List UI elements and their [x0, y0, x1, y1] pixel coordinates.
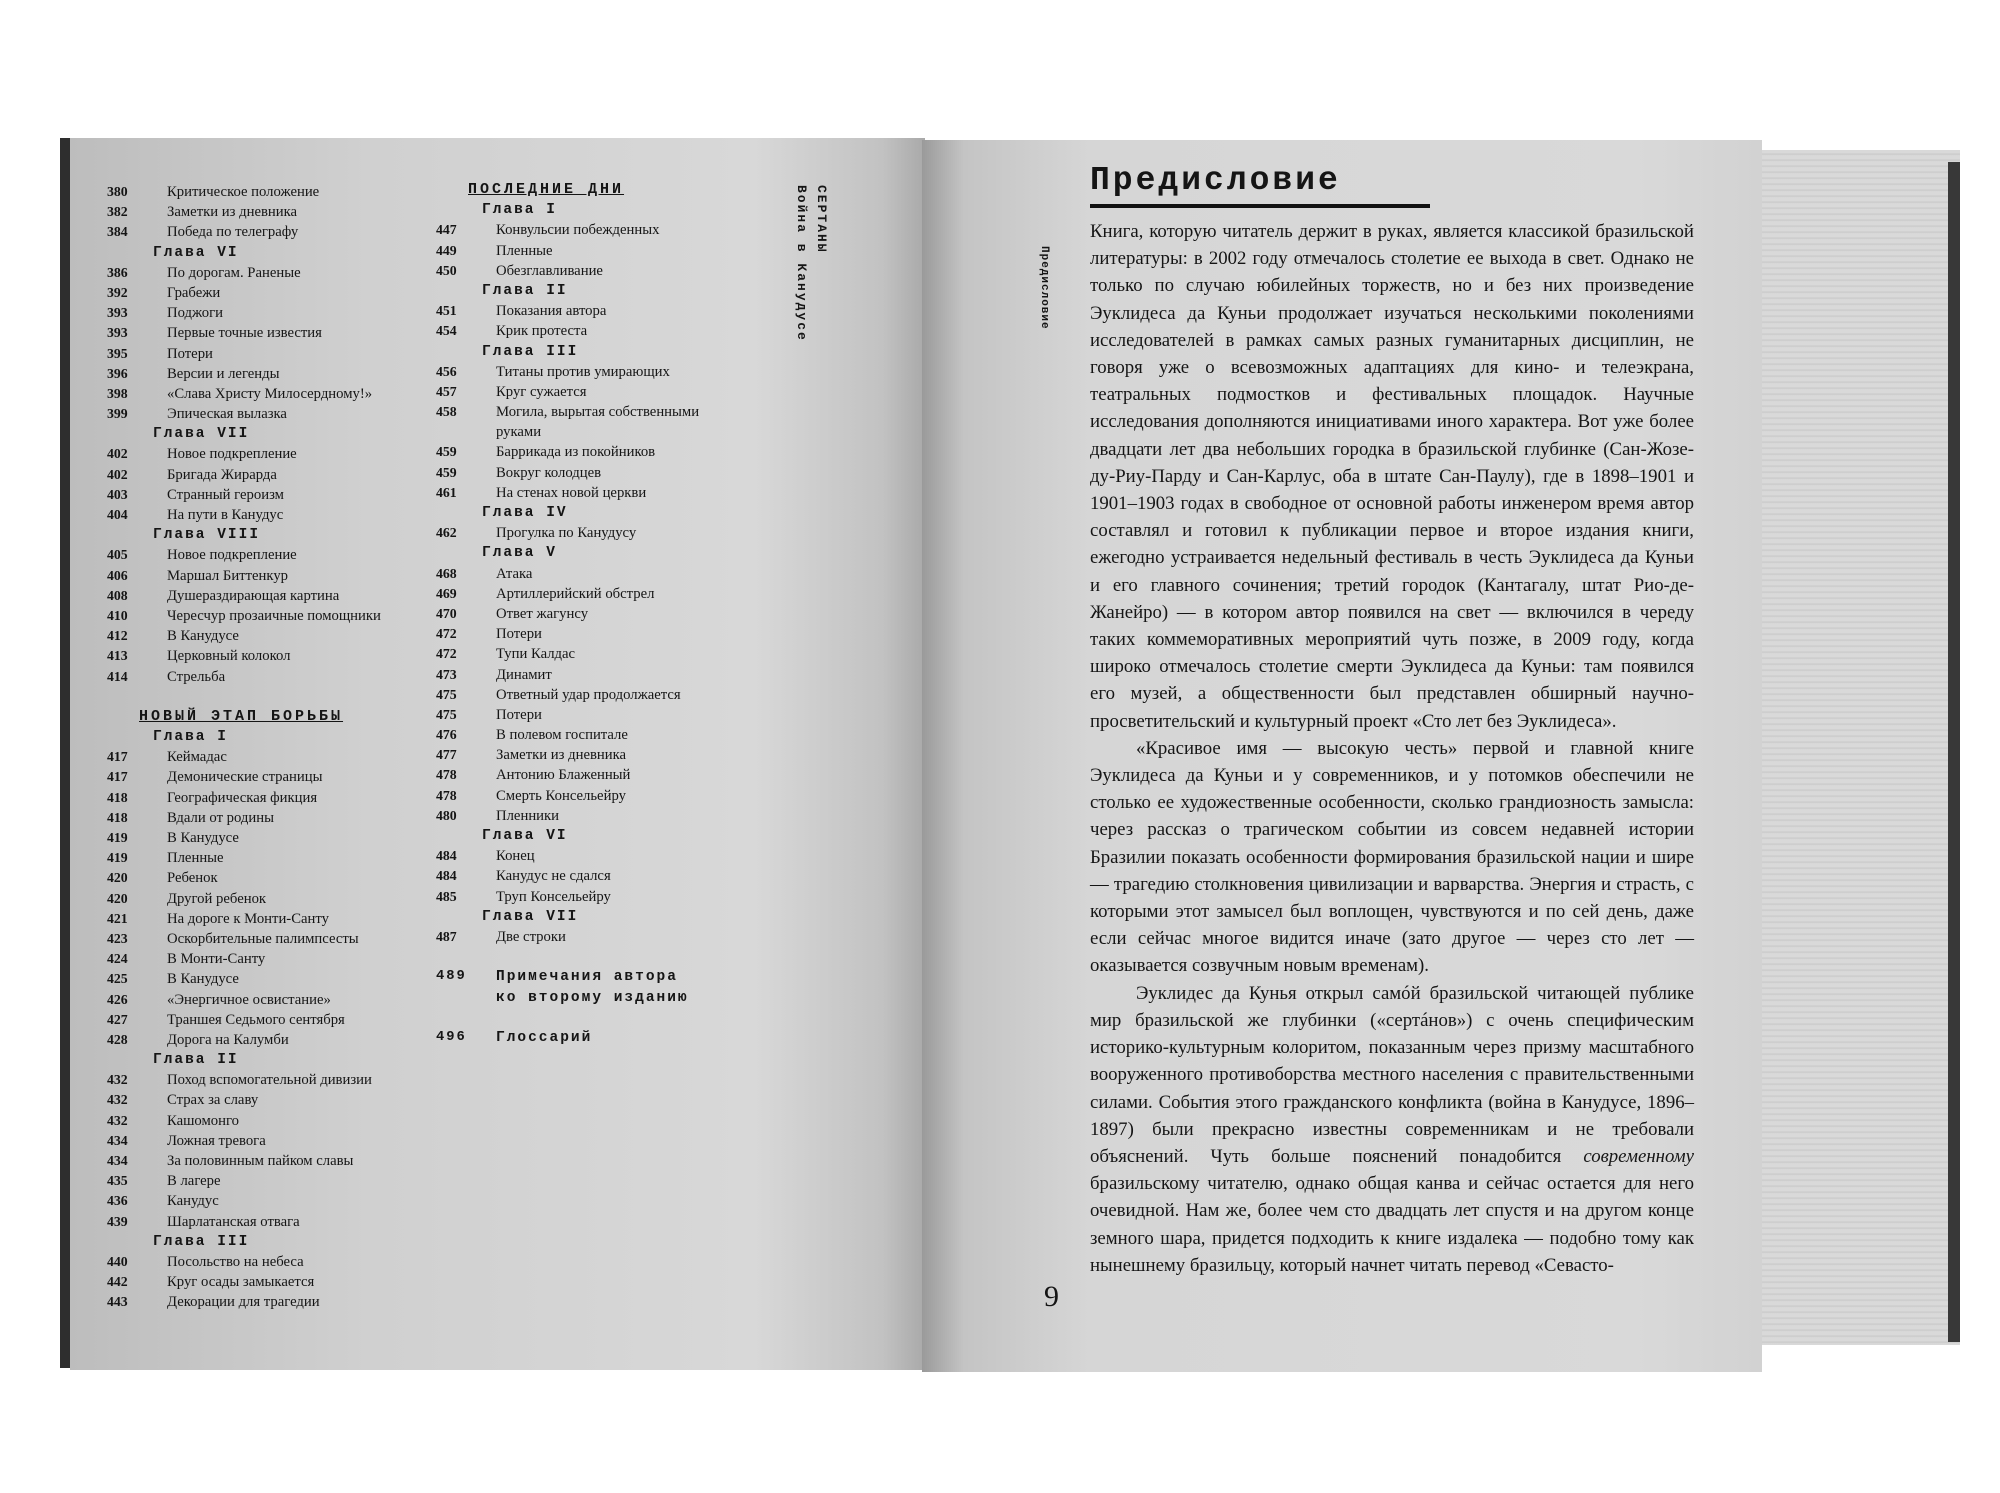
toc-entry — [436, 665, 766, 685]
toc-entry — [436, 422, 766, 442]
toc-entry — [107, 384, 437, 404]
toc-part-heading: НОВЫЙ ЭТАП БОРЬБЫ — [139, 707, 344, 725]
toc-entry — [107, 1191, 437, 1211]
toc-page-number: 472 — [436, 646, 457, 662]
toc-entry-title: В Канудусе — [167, 971, 239, 988]
toc-page-number: 461 — [436, 484, 457, 500]
toc-page-number: 410 — [107, 607, 128, 623]
toc-entry — [436, 261, 766, 281]
toc-chapter-heading: Глава II — [153, 1052, 239, 1069]
toc-entry-title: Страх за славу — [167, 1092, 259, 1109]
toc-entry — [436, 584, 766, 604]
toc-entry-title: Странный героизм — [167, 486, 284, 503]
toc-page-number: 412 — [107, 628, 128, 644]
toc-entry-title: На дороге к Монти-Санту — [167, 910, 329, 927]
toc-page-number — [436, 988, 496, 1008]
toc-entry-title: Титаны против умирающих — [496, 363, 670, 380]
toc-entry-title: Поджоги — [167, 305, 224, 322]
toc-page-number: 406 — [107, 567, 128, 583]
toc-entry-title: Конец — [496, 848, 535, 865]
toc-entry — [107, 929, 437, 949]
toc-entry-title: Ребенок — [167, 870, 218, 887]
toc-entry — [436, 604, 766, 624]
toc-page-number: 393 — [107, 325, 128, 341]
toc-entry-title: Могила, вырытая собственными — [496, 404, 700, 421]
book-cover-edge-right — [1948, 162, 1960, 1342]
toc-page-number: 436 — [107, 1193, 128, 1209]
toc-entry-title: В Канудусе — [167, 628, 239, 645]
toc-entry-title: Прогулка по Канудусу — [496, 525, 637, 542]
toc-entry-title: Другой ребенок — [167, 890, 267, 907]
toc-entry-title: Эпическая вылазка — [167, 406, 287, 423]
toc-entry — [107, 747, 437, 767]
toc-entry — [107, 1030, 437, 1050]
toc-entry — [107, 1272, 437, 1292]
toc-entry — [107, 1010, 437, 1030]
toc-entry — [436, 765, 766, 785]
toc-entry-title: За половинным пайком славы — [167, 1153, 354, 1169]
body-paragraph: Эуклидес да Кунья открыл самóй бразильской читающей публике мир бразильской же глубинки («сертáнов») с очень специфическим историко-культурным колоритом, показанным через призму масштабного вооруженного противоборства местного населения с правительственными силами. События этого гражданского конфликта (война в Канудусе, 1896–1897) были прекрасно известны современникам и не требовали объяснений. Чуть больше пояснений понадобится современному бразильскому читателю, однако общая канва и сейчас остается для него очевидной. Нам же, более чем сто двадцать лет спустя и на другом конце земного шара, придется подходить к книге издалека — подобно тому как нынешнему бразильцу, который начнет читать перевод «Севасто- — [1090, 982, 1694, 1276]
toc-entry-title: Круг осады замыкается — [167, 1274, 315, 1291]
toc-chapter-heading: Глава II — [482, 282, 568, 299]
toc-page-number: 432 — [107, 1112, 128, 1128]
toc-page-number: 413 — [107, 648, 128, 664]
toc-page-number: 484 — [436, 848, 457, 864]
toc-page-number: 432 — [107, 1092, 128, 1108]
toc-entry-title: На стенах новой церкви — [496, 484, 647, 501]
toc-entry — [107, 545, 437, 565]
emphasis: современному — [1583, 1145, 1694, 1167]
toc-entry — [107, 606, 437, 626]
toc-page-number: 428 — [107, 1031, 128, 1047]
toc-entry — [107, 848, 437, 868]
toc-entry — [436, 483, 766, 503]
toc-page-number: 472 — [436, 626, 457, 642]
toc-spacer — [436, 1008, 766, 1028]
toc-page-number: 475 — [436, 706, 457, 722]
toc-chapter-heading: Глава VII — [482, 908, 579, 925]
toc-entry-title: Новое подкрепление — [167, 547, 297, 564]
toc-entry-title: Душераздирающая картина — [167, 587, 340, 604]
toc-entry — [107, 404, 437, 424]
toc-page-number: 440 — [107, 1253, 128, 1269]
toc-entry — [107, 667, 437, 687]
toc-entry — [107, 788, 437, 808]
toc-page-number: 427 — [107, 1011, 128, 1027]
toc-page-number: 462 — [436, 525, 457, 541]
toc-column-1 — [107, 182, 437, 1313]
toc-entry-title: В лагере — [167, 1173, 221, 1190]
toc-chapter-heading: Глава VII — [153, 426, 250, 443]
toc-entry — [107, 767, 437, 787]
toc-page-number: 477 — [436, 747, 457, 763]
toc-entry — [107, 505, 437, 525]
toc-entry-title: «Энергичное освистание» — [167, 991, 331, 1008]
toc-page-number: 380 — [107, 184, 128, 199]
toc-column-2 — [436, 180, 766, 1048]
toc-page-number: 451 — [436, 303, 457, 319]
toc-entry-title: Версии и легенды — [167, 365, 280, 382]
toc-entry — [107, 1090, 437, 1110]
toc-entry — [107, 646, 437, 666]
toc-entry-title: Географическая фикция — [167, 789, 318, 806]
toc-entry-title: Глоссарий — [496, 1029, 593, 1046]
toc-page-number: 468 — [436, 565, 457, 581]
running-head-book-title: СЕРТАНЫ — [814, 185, 829, 254]
toc-entry-title: Динамит — [496, 666, 552, 683]
toc-page-number: 454 — [436, 323, 457, 339]
toc-entry-title: Посольство на небеса — [167, 1253, 304, 1270]
toc-entry-title: Заметки из дневника — [496, 747, 627, 764]
toc-entry — [107, 283, 437, 303]
toc-entry-title: Пленные — [167, 850, 224, 867]
toc-page-number: 417 — [107, 769, 128, 785]
toc-page-number: 489 — [436, 969, 467, 985]
toc-entry-title: Круг сужается — [496, 383, 587, 400]
toc-page-number: 418 — [107, 809, 128, 825]
toc-entry-title: Вдали от родины — [167, 809, 274, 826]
toc-entry — [436, 988, 766, 1008]
toc-entry-title: Канудус не сдался — [496, 868, 611, 885]
toc-entry-title: Ложная тревога — [167, 1132, 266, 1149]
toc-entry — [107, 949, 437, 969]
toc-entry-title: Заметки из дневника — [167, 204, 298, 221]
toc-entry — [436, 745, 766, 765]
toc-chapter-heading: Глава V — [482, 545, 557, 562]
toc-page-number: 449 — [436, 242, 457, 258]
toc-page-number: 459 — [436, 464, 457, 480]
toc-entry — [107, 1151, 437, 1171]
toc-entry — [436, 624, 766, 644]
toc-entry-title: Траншея Седьмого сентября — [167, 1011, 345, 1028]
toc-entry-title: Шарлатанская отвага — [167, 1213, 300, 1230]
toc-page-number: 424 — [107, 951, 128, 967]
toc-page-number — [436, 422, 496, 442]
toc-entry — [436, 1028, 766, 1048]
toc-page-number: 496 — [436, 1029, 467, 1045]
toc-entry-title: Артиллерийский обстрел — [496, 585, 655, 602]
toc-chapter-heading: Глава VI — [482, 828, 568, 844]
toc-entry — [107, 1212, 437, 1232]
toc-chapter-heading: Глава VI — [153, 244, 239, 261]
toc-page-number: 395 — [107, 345, 128, 361]
toc-entry — [436, 967, 766, 987]
body-paragraph: Книга, которую читатель держит в руках, является классикой бразильской литературы: в 2002 году отмечалось столетие ее выхода в свет. Однако не только по случаю юбилейных торжеств, но и без них произведение Эуклидеса да Куньи продолжает изучаться несколькими поколениями исследователей в рамках самых разных гуманитарных дисциплин, не говоря уже о всевозможных адаптациях для кино- и телеэкрана, театральных подмостков и фестивальных площадок. Научные исследования дополняются инициативами иного характера. Вот уже более двадцати лет два небольших городка в бразильской глубинке (Сан-Жозе-ду-Риу-Парду и Сан-Карлус, оба в штате Сан-Паулу), где в 1898–1901 и 1901–1903 годах в свободное от основной работы инженером время автор составлял и готовил к публикации первое и второе издания книги, ежегодно устраивается недельный фестиваль в честь Эуклидеса да Куньи и его главного сочинения; третий городок (Кантагалу, штат Рио-де-Жанейро) — в котором автор появился на свет — включился в череду таких коммеморативных мероприятий чуть позже, в 2009 году, когда широко отмечалось столетие смерти Эуклидеса да Куньи: там появился его музей, а общественности был представлен обширный научно-просветительский и культурный проект «Сто лет без Эуклидеса». — [1090, 221, 1694, 732]
toc-entry — [107, 1292, 437, 1312]
toc-entry — [107, 344, 437, 364]
toc-entry-title: Кашомонго — [167, 1112, 239, 1129]
toc-chapter-heading: Глава III — [482, 343, 579, 360]
toc-entry — [107, 1111, 437, 1131]
toc-page-number: 426 — [107, 991, 128, 1007]
toc-entry — [436, 644, 766, 664]
toc-page-number: 469 — [436, 585, 457, 601]
toc-entry-title: Первые точные известия — [167, 325, 322, 342]
page-stack — [1760, 150, 1960, 1345]
toc-entry-title: Обезглавливание — [496, 262, 603, 279]
toc-entry — [436, 725, 766, 745]
toc-entry-title: Ответ жагунсу — [496, 605, 589, 622]
toc-page-number: 399 — [107, 406, 128, 422]
toc-page-number: 384 — [107, 224, 128, 240]
toc-entry — [107, 465, 437, 485]
toc-entry-title: «Слава Христу Милосердному!» — [167, 385, 373, 402]
toc-page-number: 447 — [436, 222, 457, 238]
toc-chapter-heading: Глава IV — [482, 505, 568, 521]
toc-page-number: 403 — [107, 486, 128, 502]
toc-entry-title: Потери — [167, 345, 213, 362]
toc-entry — [436, 362, 766, 382]
toc-page-number: 484 — [436, 868, 457, 884]
toc-entry-title: Антонию Блаженный — [496, 767, 631, 784]
toc-page-number: 425 — [107, 971, 128, 987]
toc-entry — [107, 1171, 437, 1191]
toc-entry-title: Грабежи — [167, 284, 221, 301]
toc-entry — [436, 685, 766, 705]
title-underline — [1090, 204, 1430, 208]
toc-entry — [107, 909, 437, 929]
toc-entry-title: Поход вспомогательной дивизии — [167, 1072, 372, 1089]
toc-entry-title: На пути в Канудус — [167, 507, 284, 523]
toc-entry — [436, 866, 766, 886]
toc-chapter-heading: Глава I — [482, 202, 557, 219]
toc-entry — [436, 705, 766, 725]
toc-page-number: 408 — [107, 587, 128, 603]
running-head-right: Предисловие — [1038, 246, 1050, 330]
toc-part-heading: ПОСЛЕДНИЕ ДНИ — [468, 181, 625, 198]
toc-page-number: 458 — [436, 404, 457, 420]
toc-page-number: 423 — [107, 930, 128, 946]
toc-entry — [107, 969, 437, 989]
toc-entry — [436, 301, 766, 321]
toc-entry-title: В Монти-Санту — [167, 951, 266, 968]
toc-entry-title: Крик протеста — [496, 323, 588, 340]
toc-entry — [107, 1252, 437, 1272]
toc-page-number: 487 — [436, 928, 457, 944]
toc-entry-title: Потери — [496, 626, 542, 643]
toc-entry — [107, 364, 437, 384]
toc-entry — [107, 586, 437, 606]
toc-page-number: 432 — [107, 1072, 128, 1088]
chapter-title: Предисловие — [1090, 162, 1341, 199]
toc-entry-title: Пленники — [496, 807, 560, 824]
toc-entry-title: Критическое положение — [167, 184, 320, 200]
toc-entry-title: Церковный колокол — [167, 648, 291, 665]
toc-entry — [107, 1131, 437, 1151]
toc-entry-title: Оскорбительные палимпсесты — [167, 930, 359, 947]
body-text — [1090, 218, 1694, 1279]
toc-entry — [107, 323, 437, 343]
toc-entry-title: Декорации для трагедии — [167, 1294, 320, 1311]
toc-page-number: 435 — [107, 1173, 128, 1189]
toc-page-number: 476 — [436, 727, 457, 743]
toc-entry-title: руками — [496, 424, 542, 441]
toc-entry-title: Смерть Консельейру — [496, 787, 626, 804]
toc-chapter-heading: Глава III — [153, 1233, 250, 1250]
toc-page-number: 382 — [107, 204, 128, 220]
toc-entry — [436, 887, 766, 907]
toc-page-number: 420 — [107, 870, 128, 886]
toc-entry-title: Атака — [496, 565, 533, 582]
toc-page-number: 439 — [107, 1213, 128, 1229]
toc-page-number: 386 — [107, 264, 128, 280]
toc-entry-title: Стрельба — [167, 668, 226, 685]
toc-page-number: 421 — [107, 910, 128, 926]
toc-entry — [107, 889, 437, 909]
toc-entry — [436, 442, 766, 462]
toc-entry-title: ко второму изданию — [496, 989, 689, 1006]
toc-entry — [107, 444, 437, 464]
toc-page-number: 420 — [107, 890, 128, 906]
toc-page-number: 434 — [107, 1132, 128, 1148]
toc-page-number: 485 — [436, 888, 457, 904]
toc-entry — [107, 808, 437, 828]
toc-page-number: 405 — [107, 547, 128, 563]
toc-page-number: 418 — [107, 789, 128, 805]
toc-page-number: 402 — [107, 466, 128, 482]
toc-entry-title: Потери — [496, 706, 542, 723]
toc-chapter-heading: Глава VIII — [153, 527, 261, 544]
toc-entry — [107, 202, 437, 222]
toc-entry-title: Демонические страницы — [167, 769, 323, 786]
toc-entry-title: Маршал Биттенкур — [167, 567, 289, 584]
toc-page-number: 393 — [107, 305, 128, 321]
toc-entry-title: Пленные — [496, 242, 553, 259]
toc-page-number: 443 — [107, 1294, 128, 1310]
toc-entry — [436, 220, 766, 240]
toc-entry — [436, 927, 766, 947]
toc-entry-title: Победа по телеграфу — [167, 224, 299, 241]
running-head-subtitle: Война в Канудусе — [794, 185, 809, 342]
body-paragraph: «Красивое имя — высокую честь» первой и главной книге Эуклидеса да Куньи и у современников, и у потомков обеспечили не столько ее художественные особенности, сколько грандиозность замысла: через рассказ о трагическом событии из совсем недавней истории Бразилии показать особенности формирования бразильской нации и шире — трагедию столкновения цивилизации и варварства. Энергия и страсть, с которыми этот замысел был воплощен, чувствуются и по сей день, даже если сейчас многое видится иначе (зато другое — через сто лет — оказывается созвучным новым временам). — [1090, 737, 1694, 977]
toc-page-number: 450 — [436, 262, 457, 278]
toc-page-number: 457 — [436, 383, 457, 399]
toc-entry — [436, 463, 766, 483]
toc-page-number: 473 — [436, 666, 457, 682]
toc-entry-title: Кеймадас — [167, 749, 227, 766]
toc-entry-title: Вокруг колодцев — [496, 464, 602, 481]
toc-entry-title: Примечания автора — [496, 969, 678, 986]
toc-entry-title: Показания автора — [496, 303, 607, 320]
toc-entry-title: Конвульсии побежденных — [496, 222, 660, 239]
toc-entry — [436, 402, 766, 422]
toc-entry — [107, 626, 437, 646]
toc-spacer — [436, 947, 766, 967]
toc-entry — [436, 806, 766, 826]
toc-entry — [436, 523, 766, 543]
toc-page-number: 459 — [436, 444, 457, 460]
toc-entry — [436, 382, 766, 402]
toc-entry — [436, 846, 766, 866]
toc-entry-title: По дорогам. Раненые — [167, 264, 301, 281]
toc-page-number: 396 — [107, 365, 128, 381]
toc-entry — [107, 1070, 437, 1090]
toc-entry-title: Ответный удар продолжается — [496, 686, 681, 703]
toc-page-number: 470 — [436, 605, 457, 621]
toc-entry — [107, 566, 437, 586]
toc-spacer — [107, 687, 437, 707]
toc-entry-title: Баррикада из покойников — [496, 444, 656, 461]
toc-page-number: 404 — [107, 507, 128, 522]
toc-page-number: 419 — [107, 850, 128, 866]
toc-entry — [436, 241, 766, 261]
toc-entry — [436, 321, 766, 341]
toc-entry-title: Две строки — [496, 928, 566, 945]
toc-page-number: 417 — [107, 749, 128, 765]
toc-page-number: 442 — [107, 1274, 128, 1290]
toc-entry-title: В Канудусе — [167, 830, 239, 846]
toc-entry — [107, 182, 437, 202]
toc-entry — [436, 564, 766, 584]
toc-entry — [107, 485, 437, 505]
toc-entry — [107, 990, 437, 1010]
toc-entry-title: Дорога на Калумби — [167, 1031, 289, 1048]
toc-page-number: 434 — [107, 1153, 128, 1168]
toc-entry — [107, 868, 437, 888]
toc-entry-title: Канудус — [167, 1193, 219, 1210]
toc-entry-title: Тупи Калдас — [496, 646, 576, 663]
toc-page-number: 478 — [436, 787, 457, 803]
page-number: 9 — [1044, 1280, 1059, 1313]
toc-entry — [436, 786, 766, 806]
toc-page-number: 419 — [107, 830, 128, 845]
running-head-left — [789, 185, 831, 415]
toc-entry-title: Чересчур прозаичные помощники — [167, 607, 381, 624]
toc-entry — [107, 222, 437, 242]
toc-page-number: 480 — [436, 807, 457, 823]
toc-page-number: 402 — [107, 446, 128, 462]
toc-page-number: 392 — [107, 284, 128, 300]
toc-entry — [107, 303, 437, 323]
toc-page-number: 475 — [436, 686, 457, 702]
toc-page-number: 398 — [107, 385, 128, 401]
toc-entry-title: Бригада Жирарда — [167, 466, 277, 483]
toc-entry-title: В полевом госпитале — [496, 727, 628, 744]
toc-entry — [107, 828, 437, 848]
toc-page-number: 456 — [436, 363, 457, 379]
toc-entry-title: Новое подкрепление — [167, 446, 297, 463]
toc-page-number: 414 — [107, 668, 128, 684]
toc-page-number: 478 — [436, 767, 457, 783]
toc-entry-title: Труп Консельейру — [496, 888, 611, 905]
toc-entry — [107, 263, 437, 283]
toc-chapter-heading: Глава I — [153, 729, 228, 746]
